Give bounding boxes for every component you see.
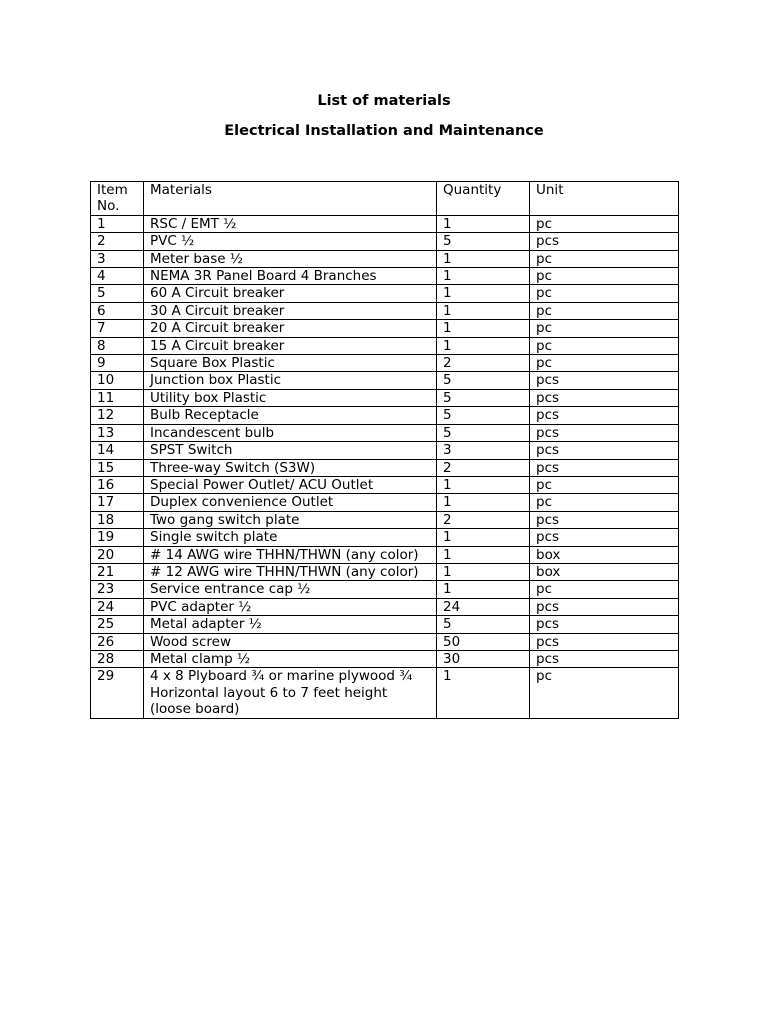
material-cell: Metal clamp ½ <box>144 650 437 667</box>
material-cell: PVC adapter ½ <box>144 598 437 615</box>
table-row <box>91 459 679 476</box>
unit-cell: box <box>530 546 679 563</box>
material-cell: # 12 AWG wire THHN/THWN (any color) <box>144 563 437 580</box>
table-row <box>91 616 679 633</box>
table-row <box>91 250 679 267</box>
item-no-cell: 13 <box>91 424 144 441</box>
material-cell: Incandescent bulb <box>144 424 437 441</box>
material-cell: 20 A Circuit breaker <box>144 320 437 337</box>
unit-cell: pc <box>530 476 679 493</box>
quantity-cell: 5 <box>437 407 530 424</box>
quantity-cell: 1 <box>437 546 530 563</box>
quantity-cell: 1 <box>437 302 530 319</box>
unit-cell: pcs <box>530 633 679 650</box>
material-cell: 60 A Circuit breaker <box>144 285 437 302</box>
quantity-cell: 1 <box>437 337 530 354</box>
table-row <box>91 494 679 511</box>
table-row <box>91 407 679 424</box>
table-row <box>91 302 679 319</box>
item-no-cell: 16 <box>91 476 144 493</box>
quantity-cell: 2 <box>437 355 530 372</box>
item-no-cell: 9 <box>91 355 144 372</box>
table-row <box>91 598 679 615</box>
unit-cell: pc <box>530 668 679 718</box>
table-header <box>91 182 679 216</box>
materials-table <box>90 181 679 719</box>
table-row <box>91 442 679 459</box>
table-row <box>91 511 679 528</box>
material-cell: # 14 AWG wire THHN/THWN (any color) <box>144 546 437 563</box>
unit-cell: pc <box>530 215 679 232</box>
quantity-cell: 30 <box>437 650 530 667</box>
table-row <box>91 668 679 718</box>
unit-cell: pcs <box>530 529 679 546</box>
item-no-cell: 21 <box>91 563 144 580</box>
unit-cell: pc <box>530 320 679 337</box>
unit-cell: pcs <box>530 459 679 476</box>
quantity-cell: 5 <box>437 372 530 389</box>
unit-cell: pcs <box>530 598 679 615</box>
material-cell: 15 A Circuit breaker <box>144 337 437 354</box>
unit-cell: pcs <box>530 442 679 459</box>
unit-cell: pcs <box>530 233 679 250</box>
unit-cell: pcs <box>530 424 679 441</box>
table-row <box>91 581 679 598</box>
item-no-cell: 11 <box>91 389 144 406</box>
table-row <box>91 424 679 441</box>
unit-cell: pcs <box>530 616 679 633</box>
item-no-cell: 8 <box>91 337 144 354</box>
material-cell: Two gang switch plate <box>144 511 437 528</box>
material-cell: NEMA 3R Panel Board 4 Branches <box>144 268 437 285</box>
table-row <box>91 233 679 250</box>
material-cell: Junction box Plastic <box>144 372 437 389</box>
table-row <box>91 476 679 493</box>
material-cell: Three-way Switch (S3W) <box>144 459 437 476</box>
unit-cell: box <box>530 563 679 580</box>
header-item-no: Item No. <box>91 182 144 216</box>
quantity-cell: 3 <box>437 442 530 459</box>
item-no-cell: 10 <box>91 372 144 389</box>
material-cell: Service entrance cap ½ <box>144 581 437 598</box>
table-row <box>91 546 679 563</box>
unit-cell: pc <box>530 302 679 319</box>
header-materials: Materials <box>144 182 437 216</box>
unit-cell: pcs <box>530 389 679 406</box>
material-cell: Wood screw <box>144 633 437 650</box>
quantity-cell: 5 <box>437 616 530 633</box>
item-no-cell: 19 <box>91 529 144 546</box>
table-row <box>91 285 679 302</box>
item-no-cell: 29 <box>91 668 144 718</box>
table-body <box>91 215 679 718</box>
item-no-cell: 17 <box>91 494 144 511</box>
item-no-cell: 20 <box>91 546 144 563</box>
item-no-cell: 3 <box>91 250 144 267</box>
table-row <box>91 650 679 667</box>
material-cell: SPST Switch <box>144 442 437 459</box>
item-no-cell: 28 <box>91 650 144 667</box>
unit-cell: pcs <box>530 407 679 424</box>
header-row <box>91 182 679 216</box>
material-cell: Square Box Plastic <box>144 355 437 372</box>
quantity-cell: 1 <box>437 563 530 580</box>
table-row <box>91 389 679 406</box>
item-no-cell: 6 <box>91 302 144 319</box>
material-cell: Utility box Plastic <box>144 389 437 406</box>
unit-cell: pc <box>530 268 679 285</box>
item-no-cell: 24 <box>91 598 144 615</box>
item-no-cell: 14 <box>91 442 144 459</box>
quantity-cell: 1 <box>437 215 530 232</box>
item-no-cell: 26 <box>91 633 144 650</box>
unit-cell: pcs <box>530 650 679 667</box>
item-no-cell: 1 <box>91 215 144 232</box>
quantity-cell: 2 <box>437 511 530 528</box>
material-cell: Duplex convenience Outlet <box>144 494 437 511</box>
header-unit: Unit <box>530 182 679 216</box>
material-cell: Single switch plate <box>144 529 437 546</box>
material-cell: 30 A Circuit breaker <box>144 302 437 319</box>
quantity-cell: 1 <box>437 476 530 493</box>
unit-cell: pc <box>530 250 679 267</box>
quantity-cell: 1 <box>437 529 530 546</box>
unit-cell: pcs <box>530 511 679 528</box>
material-cell: Bulb Receptacle <box>144 407 437 424</box>
table-row <box>91 320 679 337</box>
document-subtitle: Electrical Installation and Maintenance <box>224 123 544 139</box>
item-no-cell: 23 <box>91 581 144 598</box>
table-row <box>91 337 679 354</box>
document-title: List of materials <box>317 93 451 109</box>
unit-cell: pcs <box>530 372 679 389</box>
item-no-cell: 7 <box>91 320 144 337</box>
quantity-cell: 24 <box>437 598 530 615</box>
unit-cell: pc <box>530 355 679 372</box>
unit-cell: pc <box>530 581 679 598</box>
item-no-cell: 4 <box>91 268 144 285</box>
quantity-cell: 1 <box>437 494 530 511</box>
quantity-cell: 1 <box>437 581 530 598</box>
table-row <box>91 633 679 650</box>
material-cell: 4 x 8 Plyboard ¾ or marine plywood ¾ Horizontal layout 6 to 7 feet height (loose board) <box>144 668 437 718</box>
table-row <box>91 355 679 372</box>
table-row <box>91 215 679 232</box>
quantity-cell: 1 <box>437 250 530 267</box>
item-no-cell: 5 <box>91 285 144 302</box>
header-quantity: Quantity <box>437 182 530 216</box>
item-no-cell: 25 <box>91 616 144 633</box>
item-no-cell: 18 <box>91 511 144 528</box>
table-row <box>91 563 679 580</box>
table-row <box>91 529 679 546</box>
unit-cell: pc <box>530 337 679 354</box>
quantity-cell: 1 <box>437 320 530 337</box>
item-no-cell: 12 <box>91 407 144 424</box>
quantity-cell: 1 <box>437 668 530 718</box>
quantity-cell: 5 <box>437 389 530 406</box>
material-cell: Special Power Outlet/ ACU Outlet <box>144 476 437 493</box>
table-row <box>91 372 679 389</box>
material-cell: PVC ½ <box>144 233 437 250</box>
quantity-cell: 1 <box>437 285 530 302</box>
material-cell: Metal adapter ½ <box>144 616 437 633</box>
item-no-cell: 2 <box>91 233 144 250</box>
material-cell: Meter base ½ <box>144 250 437 267</box>
unit-cell: pc <box>530 494 679 511</box>
unit-cell: pc <box>530 285 679 302</box>
quantity-cell: 1 <box>437 268 530 285</box>
table-row <box>91 268 679 285</box>
quantity-cell: 2 <box>437 459 530 476</box>
quantity-cell: 5 <box>437 424 530 441</box>
quantity-cell: 5 <box>437 233 530 250</box>
material-cell: RSC / EMT ½ <box>144 215 437 232</box>
quantity-cell: 50 <box>437 633 530 650</box>
item-no-cell: 15 <box>91 459 144 476</box>
